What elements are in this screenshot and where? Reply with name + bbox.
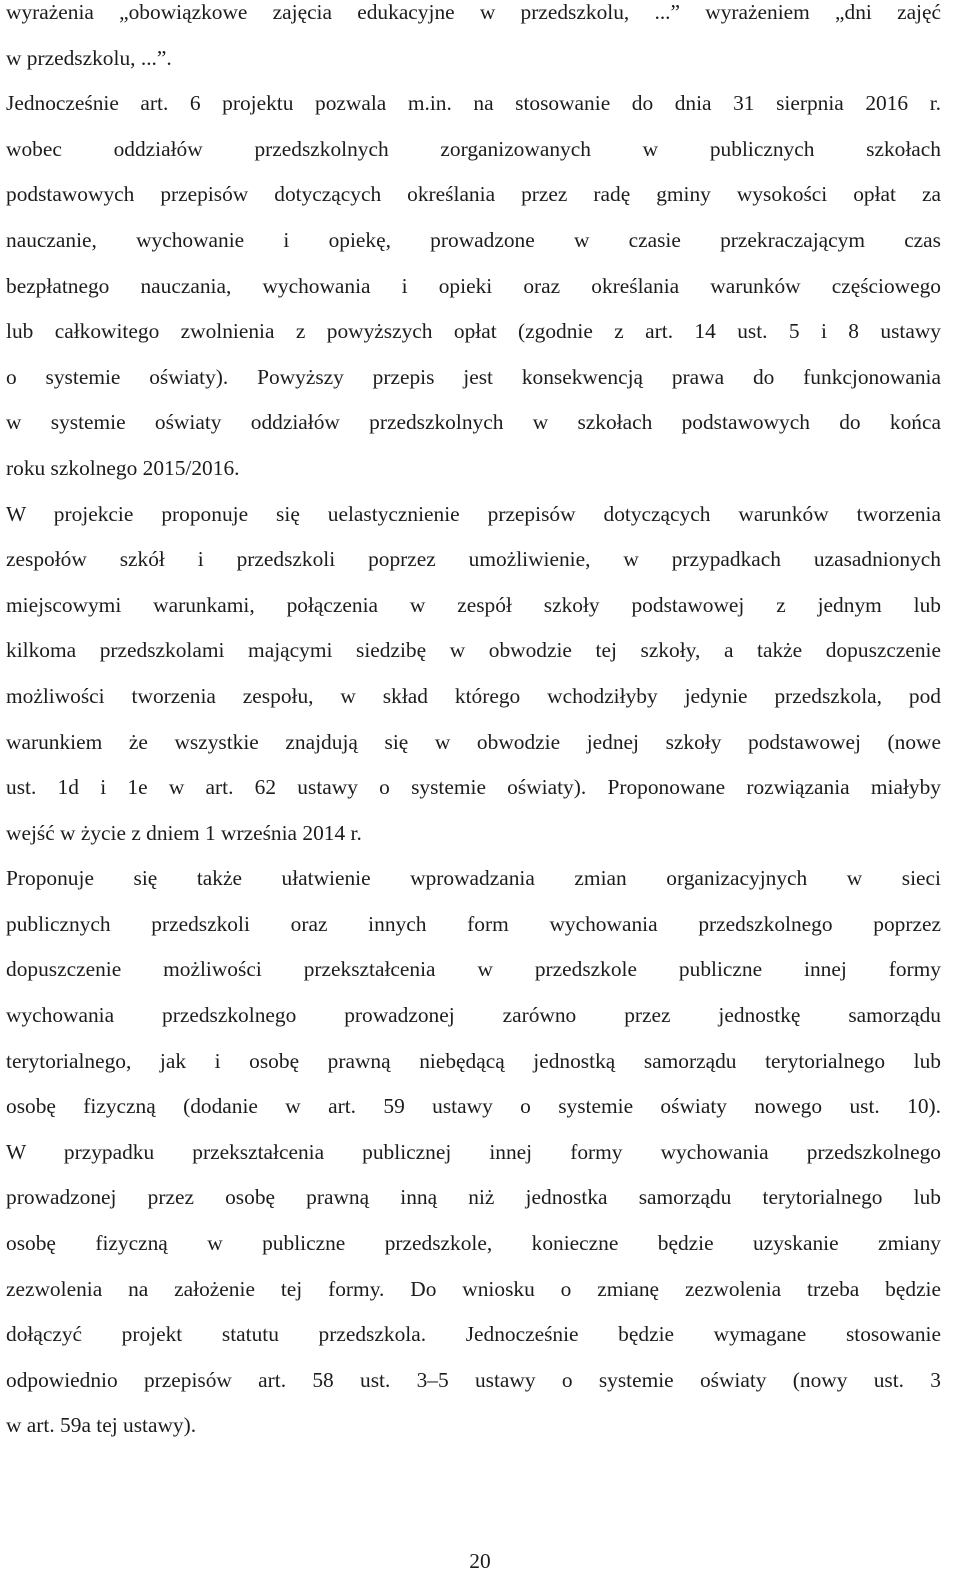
text-line: o systemie oświaty). Powyższy przepis jest konsekwencją prawa do funkcjonowania bbox=[6, 364, 941, 389]
text-line: publicznych przedszkoli oraz innych form wychowania przedszkolnego poprzez bbox=[6, 911, 941, 936]
text-line: osobę fizyczną w publiczne przedszkole, konieczne będzie uzyskanie zmiany bbox=[6, 1231, 941, 1256]
text-line: wyrażenia „obowiązkowe zajęcia edukacyjne w przedszkolu, ...” wyrażeniem „dni zajęć bbox=[6, 0, 941, 24]
body-text bbox=[6, 0, 941, 1449]
text-line: bezpłatnego nauczania, wychowania i opieki oraz określania warunków częściowego bbox=[6, 273, 941, 298]
text-line: wobec oddziałów przedszkolnych zorganizowanych w publicznych szkołach bbox=[6, 136, 941, 161]
text-line: dopuszczenie możliwości przekształcenia w przedszkole publiczne innej formy bbox=[6, 957, 941, 982]
text-line: podstawowych przepisów dotyczących określania przez radę gminy wysokości opłat za bbox=[6, 182, 941, 207]
text-line: w przedszkolu, ...”. bbox=[6, 45, 172, 70]
text-line: ust. 1d i 1e w art. 62 ustawy o systemie oświaty). Proponowane rozwiązania miałyby bbox=[6, 775, 941, 800]
text-line: zespołów szkół i przedszkoli poprzez umożliwienie, w przypadkach uzasadnionych bbox=[6, 547, 941, 572]
text-line: kilkoma przedszkolami mającymi siedzibę w obwodzie tej szkoły, a także dopuszczenie bbox=[6, 638, 941, 663]
text-line: warunkiem że wszystkie znajdują się w obwodzie jednej szkoły podstawowej (nowe bbox=[6, 729, 941, 754]
text-line: możliwości tworzenia zespołu, w skład którego wchodziłyby jedynie przedszkola, pod bbox=[6, 683, 941, 708]
text-line: W projekcie proponuje się uelastycznienie przepisów dotyczących warunków tworzenia bbox=[6, 501, 941, 526]
page-number: 20 bbox=[469, 1549, 491, 1573]
text-line: odpowiednio przepisów art. 58 ust. 3–5 ustawy o systemie oświaty (nowy ust. 3 bbox=[6, 1367, 941, 1392]
text-line: lub całkowitego zwolnienia z powyższych opłat (zgodnie z art. 14 ust. 5 i 8 ustawy bbox=[6, 319, 941, 344]
text-line: roku szkolnego 2015/2016. bbox=[6, 455, 240, 480]
text-line: wychowania przedszkolnego prowadzonej zarówno przez jednostkę samorządu bbox=[6, 1003, 941, 1028]
text-line: W przypadku przekształcenia publicznej innej formy wychowania przedszkolnego bbox=[6, 1139, 941, 1164]
text-line: wejść w życie z dniem 1 września 2014 r. bbox=[6, 820, 362, 845]
text-line: Jednocześnie art. 6 projektu pozwala m.in. na stosowanie do dnia 31 sierpnia 2016 r. bbox=[6, 91, 941, 116]
text-line: prowadzonej przez osobę prawną inną niż jednostka samorządu terytorialnego lub bbox=[6, 1185, 941, 1210]
text-line: Proponuje się także ułatwienie wprowadzania zmian organizacyjnych w sieci bbox=[6, 866, 941, 891]
text-line: miejscowymi warunkami, połączenia w zespół szkoły podstawowej z jednym lub bbox=[6, 592, 941, 617]
text-line: zezwolenia na założenie tej formy. Do wniosku o zmianę zezwolenia trzeba będzie bbox=[6, 1276, 941, 1301]
text-line: nauczanie, wychowanie i opiekę, prowadzone w czasie przekraczającym czas bbox=[6, 227, 941, 252]
text-line: osobę fizyczną (dodanie w art. 59 ustawy o systemie oświaty nowego ust. 10). bbox=[6, 1094, 941, 1119]
text-line: dołączyć projekt statutu przedszkola. Jednocześnie będzie wymagane stosowanie bbox=[6, 1322, 941, 1347]
text-line: w art. 59a tej ustawy). bbox=[6, 1413, 197, 1438]
text-line: terytorialnego, jak i osobę prawną niebędącą jednostką samorządu terytorialnego lub bbox=[6, 1048, 941, 1073]
text-line: w systemie oświaty oddziałów przedszkolnych w szkołach podstawowych do końca bbox=[6, 410, 941, 435]
